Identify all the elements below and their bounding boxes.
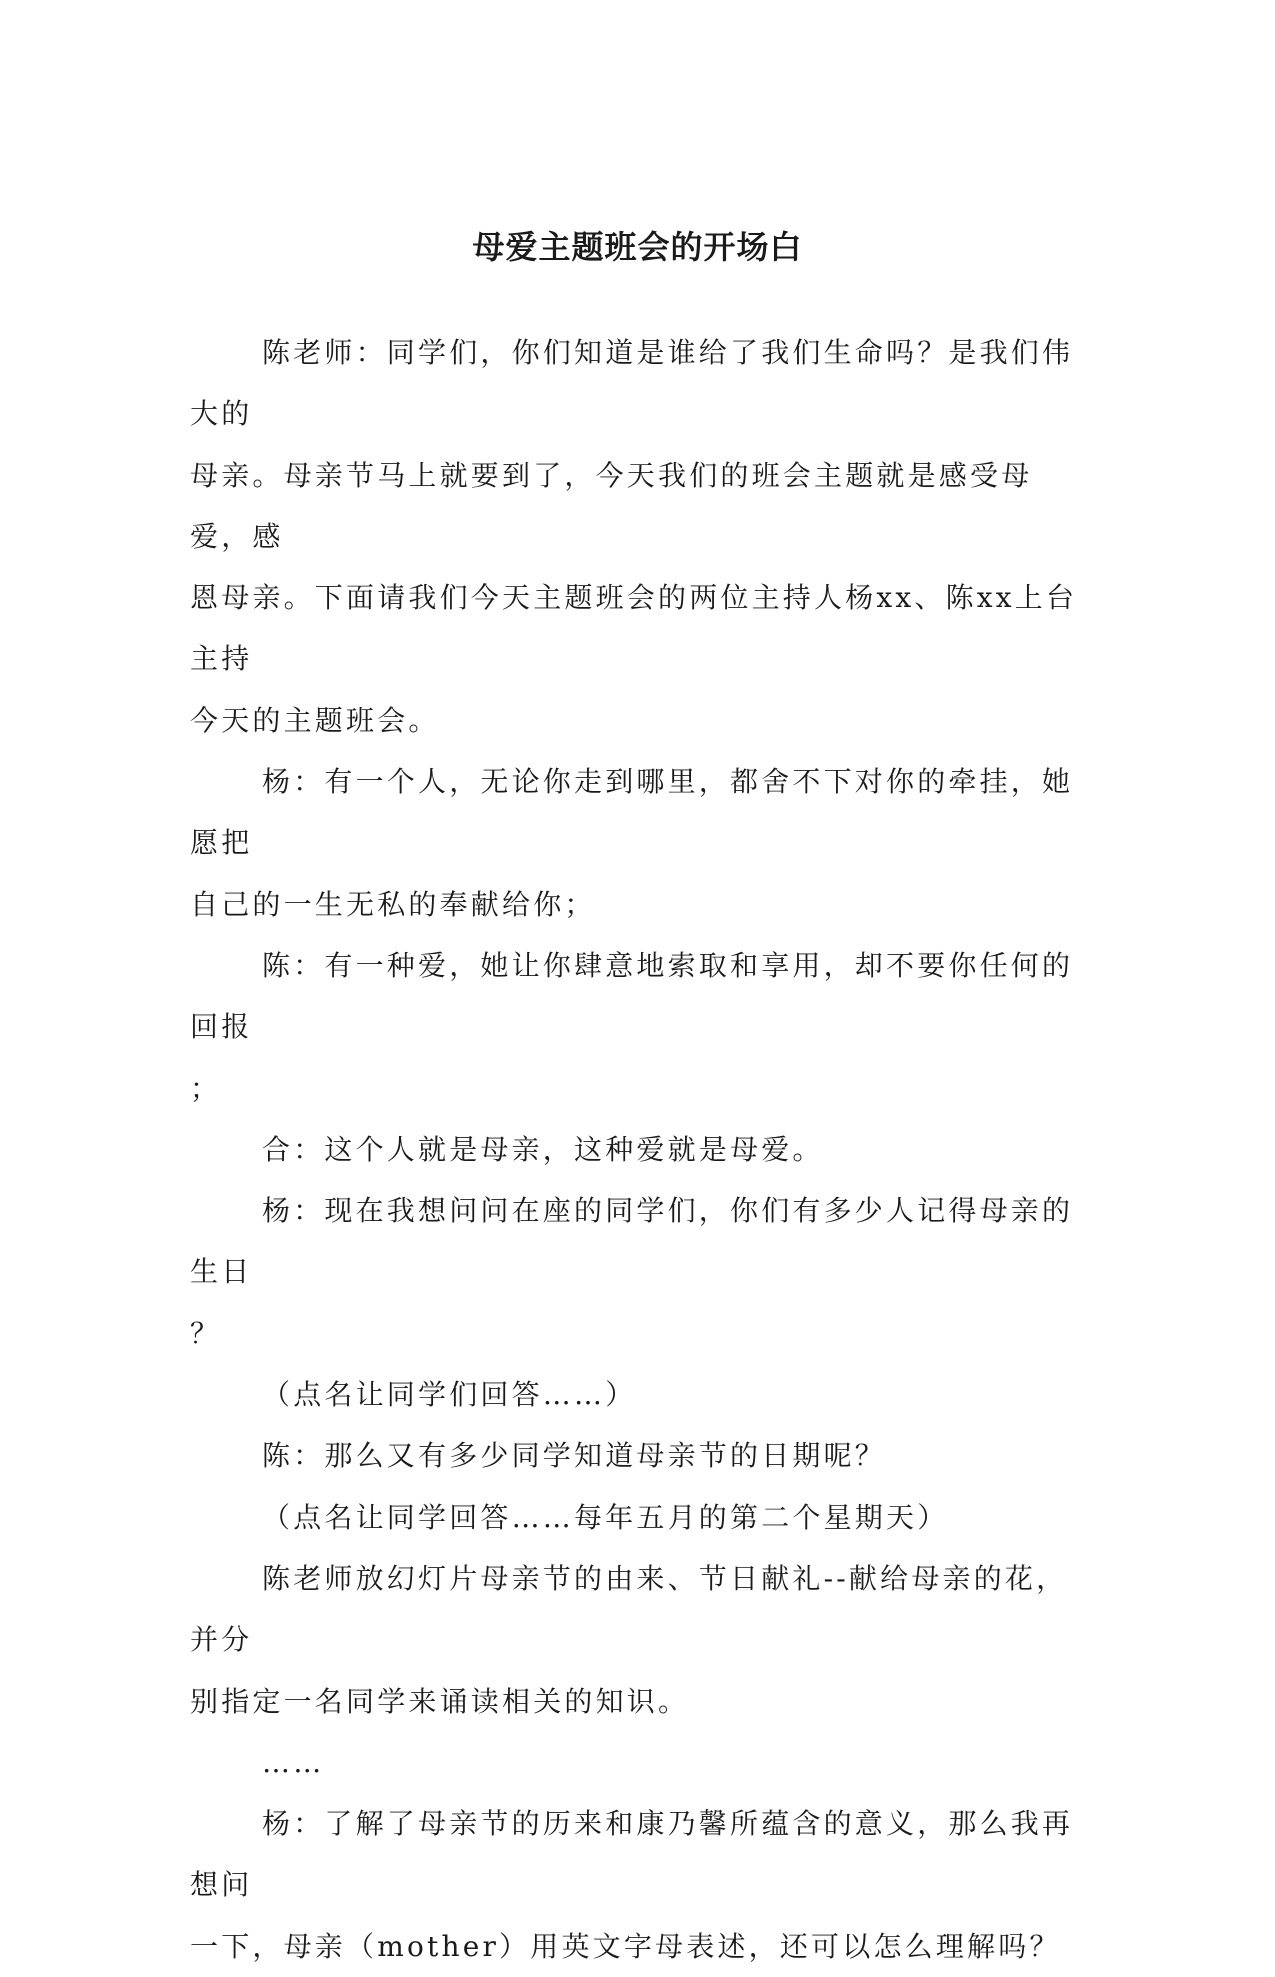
text-line: 陈老师：同学们，你们知道是谁给了我们生命吗？是我们伟大的 [190, 336, 1074, 431]
text-line: 合：这个人就是母亲，这种爱就是母爱。 [262, 1132, 824, 1166]
text-line: 今天的主题班会。 [190, 703, 440, 737]
document-body [190, 322, 1080, 1977]
text-line: 别指定一名同学来诵读相关的知识。 [190, 1684, 690, 1718]
text-line: （点名让同学回答……每年五月的第二个星期天） [262, 1500, 949, 1534]
text-line: 陈：有一种爱，她让你肆意地索取和享用，却不要你任何的回报 [190, 948, 1074, 1044]
text-line: …… [262, 1745, 325, 1779]
text-line: 陈老师放幻灯片母亲节的由来、节日献礼--献给母亲的花，并分 [190, 1561, 1068, 1657]
text-line: 自己的一生无私的奉献给你； [190, 887, 596, 921]
text-line: ？ [190, 1316, 222, 1350]
text-line: 母亲。母亲节马上就要到了，今天我们的班会主题就是感受母爱，感 [190, 458, 1033, 553]
text-line: 恩母亲。下面请我们今天主题班会的两位主持人杨xx、陈xx上台主持 [190, 581, 1078, 676]
text-line: 陈：那么又有多少同学知道母亲节的日期呢？ [262, 1439, 887, 1473]
text-line: 一下，母亲（mother）用英文字母表述，还可以怎么理解吗？ [190, 1929, 1061, 1963]
text-line: 杨：现在我想问问在座的同学们，你们有多少人记得母亲的生日 [190, 1194, 1074, 1289]
text-line: 杨：有一个人，无论你走到哪里，都舍不下对你的牵挂，她愿把 [190, 765, 1074, 860]
text-line: （点名让同学们回答……） [262, 1378, 637, 1412]
text-line: 杨：了解了母亲节的历来和康乃馨所蕴含的意义，那么我再想问 [190, 1807, 1074, 1902]
document-title: 母爱主题班会的开场白 [472, 228, 803, 267]
text-line: ； [190, 1071, 222, 1105]
